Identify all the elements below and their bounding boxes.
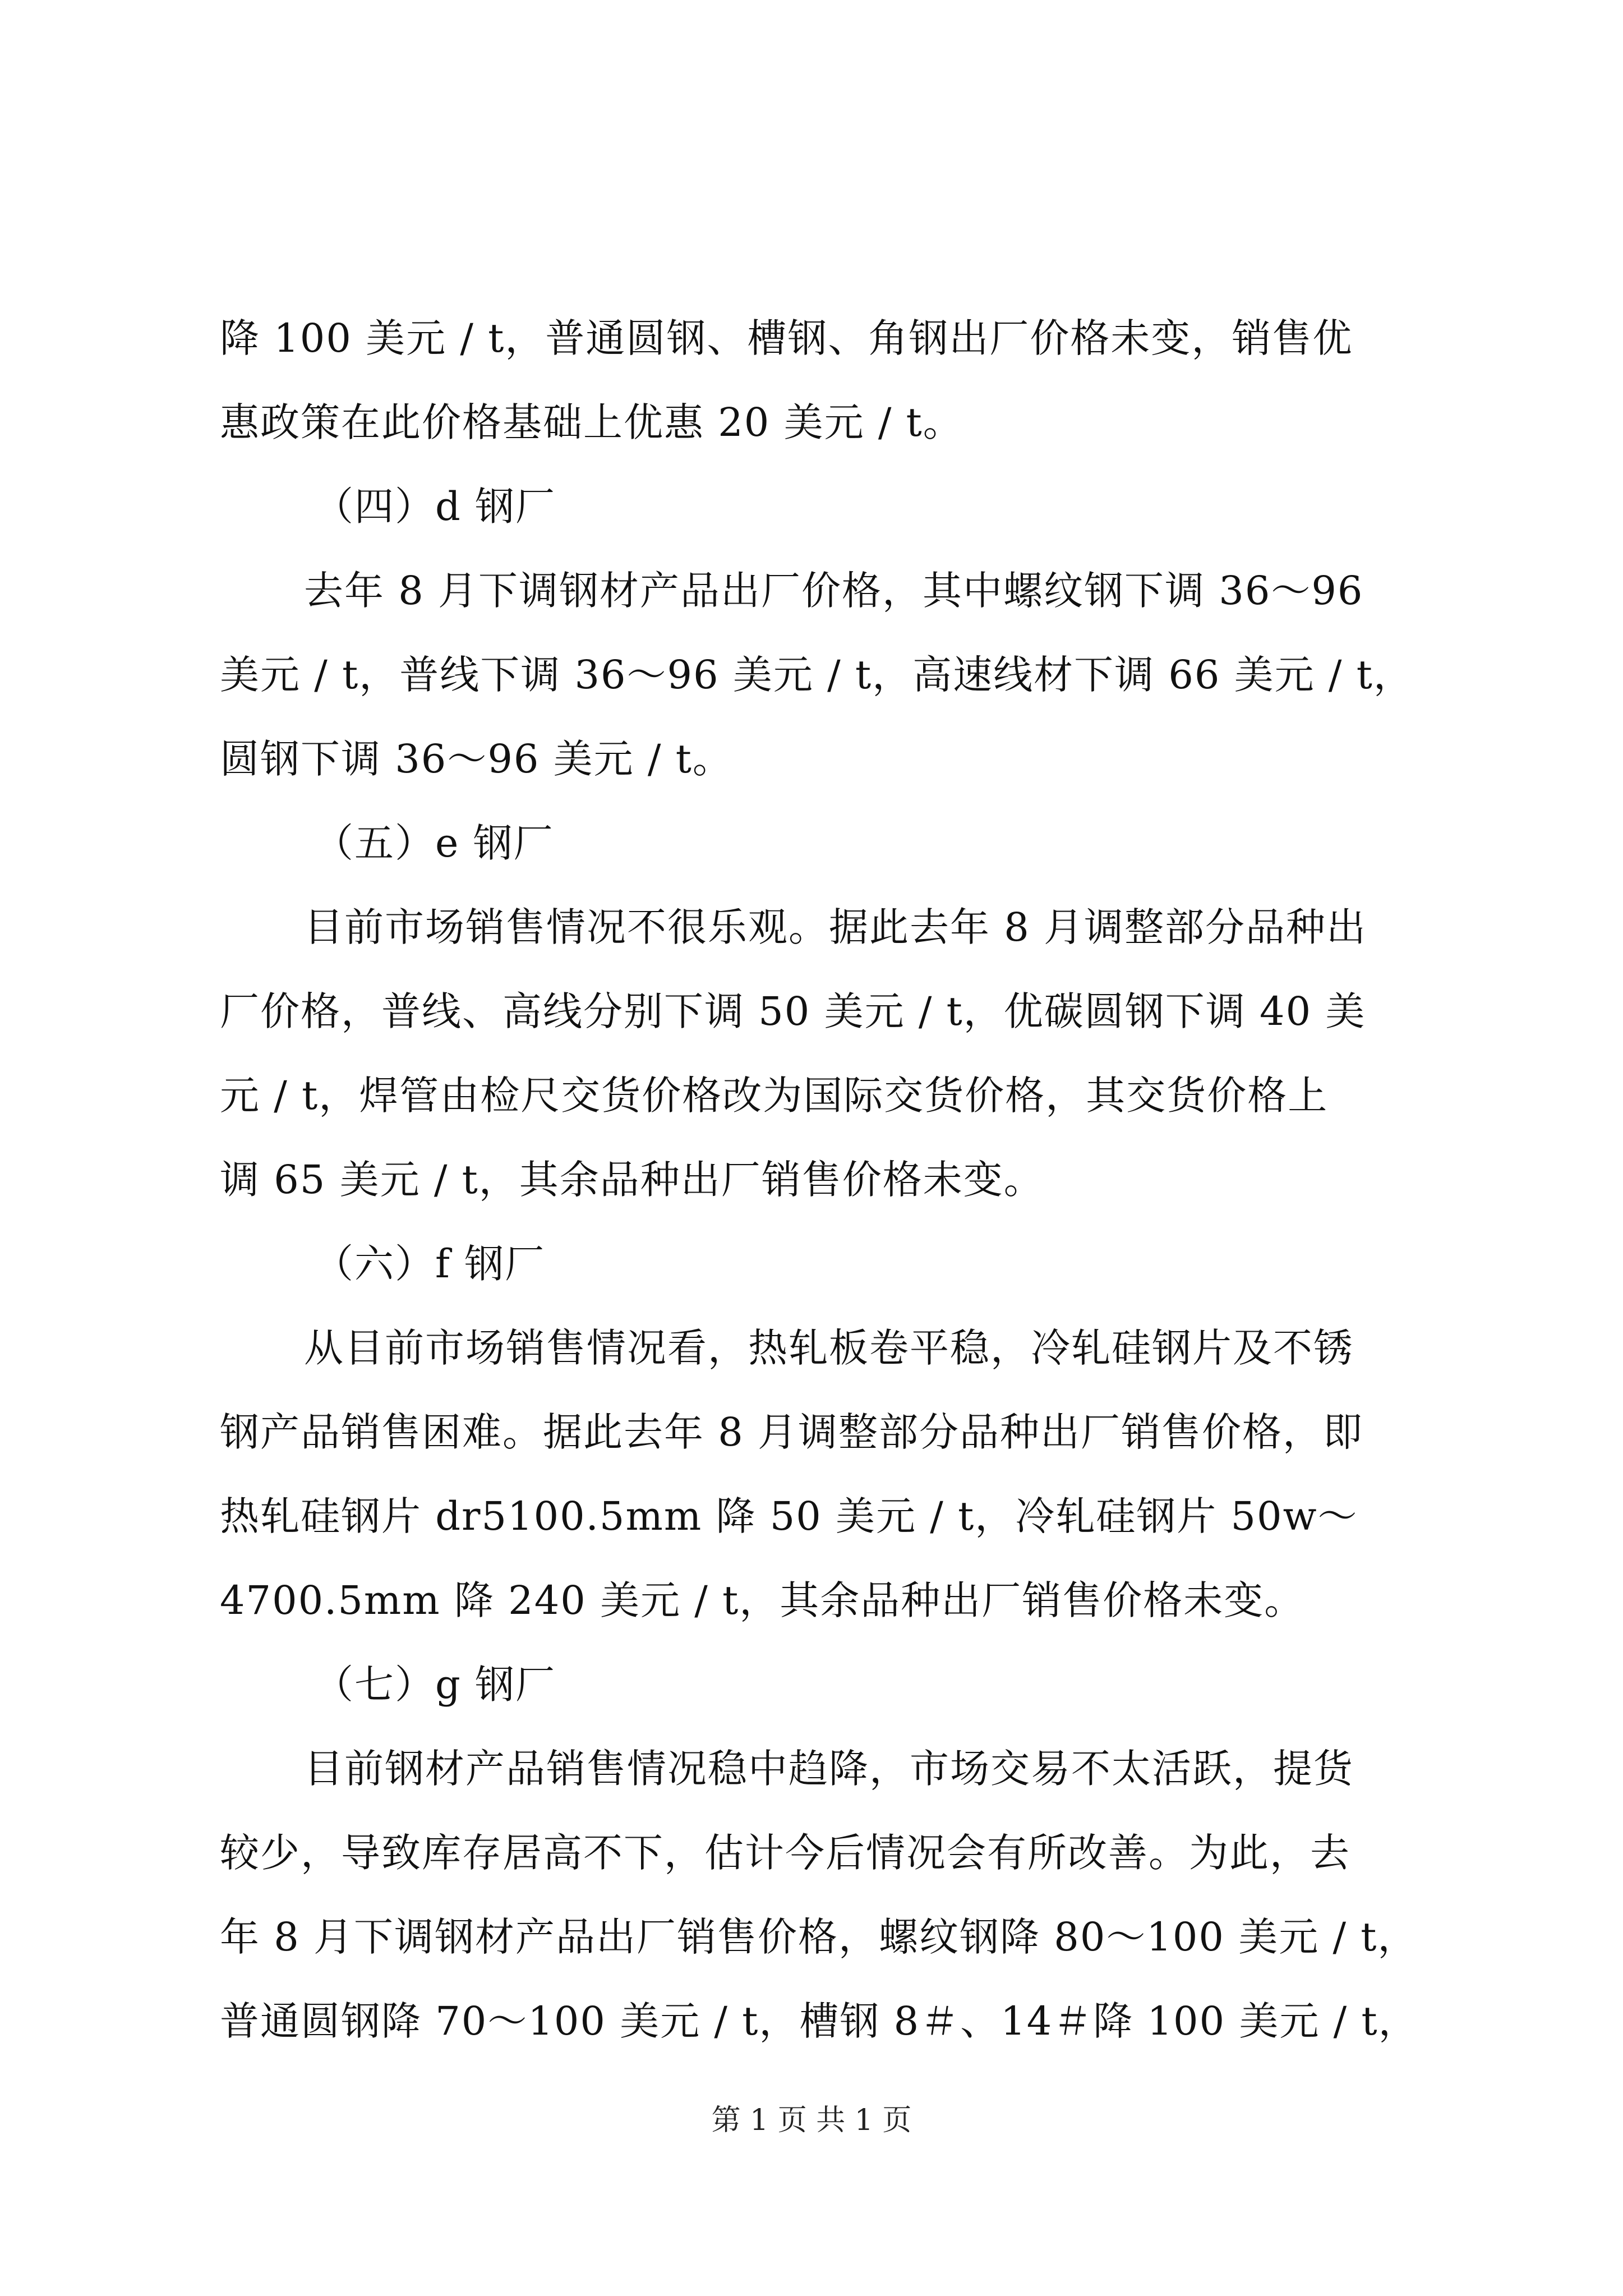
paragraph-first-line: 目前钢材产品销售情况稳中趋降，市场交易不太活跃，提货	[304, 1746, 1354, 1792]
text-line: 年 8 月下调钢材产品出厂销售价格，螺纹钢降 80～100 美元 / t，	[220, 1914, 1418, 1960]
text-line: 惠政策在此价格基础上优惠 20 美元 / t。	[220, 399, 963, 445]
text-line: 较少，导致库存居高不下，估计今后情况会有所改善。为此，去	[220, 1830, 1350, 1876]
text-line: 圆钢下调 36～96 美元 / t。	[220, 736, 733, 782]
text-line: 元 / t，焊管由检尺交货价格改为国际交货价格，其交货价格上	[220, 1073, 1329, 1119]
text-line: 降 100 美元 / t，普通圆钢、槽钢、角钢出厂价格未变，销售优	[220, 315, 1353, 361]
paragraph-first-line: 目前市场销售情况不很乐观。据此去年 8 月调整部分品种出	[304, 904, 1367, 950]
paragraph-first-line: 去年 8 月下调钢材产品出厂价格，其中螺纹钢下调 36～96	[304, 568, 1364, 614]
text-line: 4700.5mm 降 240 美元 / t，其余品种出厂销售价格未变。	[220, 1577, 1305, 1623]
text-line: 钢产品销售困难。据此去年 8 月调整部分品种出厂销售价格，即	[220, 1409, 1364, 1455]
document-body	[220, 296, 1420, 2063]
text-line: 美元 / t，普线下调 36～96 美元 / t，高速线材下调 66 美元 / t，	[220, 652, 1414, 698]
paragraph-first-line: 从目前市场销售情况看，热轧板卷平稳，冷轧硅钢片及不锈	[304, 1325, 1354, 1371]
section-heading: （六）f 钢厂	[314, 1241, 546, 1287]
section-heading: （五）e 钢厂	[314, 820, 554, 866]
section-heading: （七）g 钢厂	[314, 1662, 556, 1708]
text-line: 调 65 美元 / t，其余品种出厂销售价格未变。	[220, 1157, 1044, 1203]
section-heading: （四）d 钢厂	[314, 484, 556, 530]
page-footer: 第 1 页 共 1 页	[711, 2104, 912, 2137]
text-line: 普通圆钢降 70～100 美元 / t，槽钢 8＃、14＃降 100 美元 / t，	[220, 1998, 1419, 2044]
text-line: 厂价格，普线、高线分别下调 50 美元 / t，优碳圆钢下调 40 美	[220, 988, 1366, 1034]
text-line: 热轧硅钢片 dr5100.5mm 降 50 美元 / t，冷轧硅钢片 50w～	[220, 1493, 1358, 1539]
